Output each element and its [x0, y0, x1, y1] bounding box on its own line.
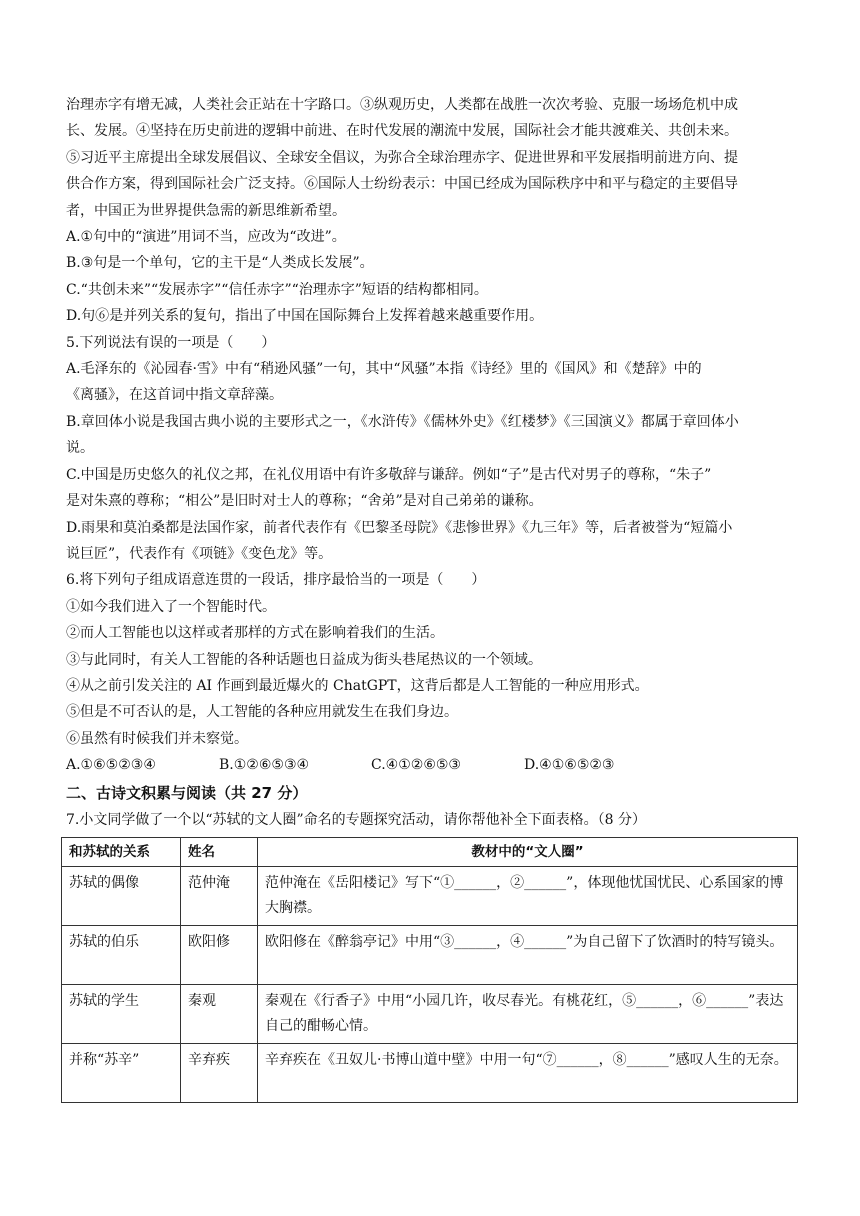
table-row [62, 925, 798, 984]
section-title: 二、古诗文积累与阅读（共 27 分） [66, 783, 308, 802]
answer-options [66, 752, 796, 778]
cell-name: 范仲淹 [181, 866, 258, 925]
cell-content[interactable]: 欧阳修在《醉翁亭记》中用“③______，④______”为自己留下了饮酒时的特写镜头。 [258, 925, 798, 984]
table-row [62, 1043, 798, 1102]
passage-line: 者，中国正为世界提供急需的新思维新希望。 [66, 202, 346, 219]
passage [66, 92, 796, 224]
passage-line: 长、发展。④坚持在历史前进的逻辑中前进、在时代发展的潮流中发展，国际社会才能共渡难关、共创未来。 [66, 123, 738, 140]
header-relation: 和苏轼的关系 [62, 837, 181, 866]
option-b-line1: B.章回体小说是我国古典小说的主要形式之一，《水浒传》《儒林外史》《红楼梦》《三国演义》都属于章回体小 [66, 413, 739, 430]
option-d: D.④①⑥⑤②③ [524, 757, 615, 774]
table-header-row [62, 837, 798, 866]
header-name: 姓名 [181, 837, 258, 866]
option-b-line2: 说。 [66, 440, 94, 457]
option-a: A.①⑥⑤②③④ [66, 757, 156, 774]
option-a-line1: A.毛泽东的《沁园春·雪》中有“稍逊风骚”一句，其中“风骚”本指《诗经》里的《国风》和《楚辞》中的 [66, 361, 702, 378]
passage-line: ⑤习近平主席提出全球发展倡议、全球安全倡议，为弥合全球治理赤字、促进世界和平发展指明前进方向、提 [66, 149, 738, 166]
option-c-line2: 是对朱熹的尊称；“相公”是旧时对士人的尊称；“舍弟”是对自己弟弟的谦称。 [66, 493, 543, 510]
literati-table [61, 837, 798, 1103]
cell-content[interactable]: 辛弃疾在《丑奴儿·书博山道中壁》中用一句“⑦______，⑧______”感叹人生的无奈。 [258, 1043, 798, 1102]
cell-relation: 苏轼的学生 [62, 984, 181, 1043]
option-b: B.①②⑥⑤③④ [219, 757, 310, 774]
cell-relation: 并称“苏辛” [62, 1043, 181, 1102]
sentence-5: ⑤但是不可否认的是，人工智能的各种应用就发生在我们身边。 [66, 704, 458, 721]
option-c: C.“共创未来”“发展赤字”“信任赤字”“治理赤字”短语的结构都相同。 [66, 281, 488, 298]
question-4-options [66, 224, 796, 330]
question-7 [66, 807, 796, 1103]
sentence-6: ⑥虽然有时候我们并未察觉。 [66, 730, 248, 747]
cell-name: 秦观 [181, 984, 258, 1043]
cell-name: 辛弃疾 [181, 1043, 258, 1102]
option-c-line1: C.中国是历史悠久的礼仪之邦，在礼仪用语中有许多敬辞与谦辞。例如“子”是古代对男子的尊称，“朱子” [66, 466, 712, 483]
option-b: B.③句是一个单句，它的主干是“人类成长发展”。 [66, 255, 374, 272]
cell-relation: 苏轼的伯乐 [62, 925, 181, 984]
sentence-4: ④从之前引发关注的 AI 作画到最近爆火的 ChatGPT，这背后都是人工智能的一种应用形式。 [66, 677, 649, 694]
passage-line: 供合作方案，得到国际社会广泛支持。⑥国际人士纷纷表示：中国已经成为国际秩序中和平与稳定的主要倡导 [66, 176, 738, 193]
cell-name: 欧阳修 [181, 925, 258, 984]
question-5 [66, 330, 796, 568]
sentence-1: ①如今我们进入了一个智能时代。 [66, 598, 276, 615]
option-c: C.④①②⑥⑤③ [371, 757, 461, 774]
question-6 [66, 567, 796, 778]
header-content: 教材中的“文人圈” [258, 837, 798, 866]
exam-page [66, 92, 796, 1103]
question-stem: 5.下列说法有误的一项是（ ） [66, 334, 276, 351]
question-stem: 7.小文同学做了一个以“苏轼的文人圈”命名的专题探究活动，请你帮他补全下面表格。（8 分） [66, 811, 647, 828]
table-row [62, 984, 798, 1043]
sentence-3: ③与此同时，有关人工智能的各种话题也日益成为街头巷尾热议的一个领域。 [66, 651, 542, 668]
option-d-line1: D.雨果和莫泊桑都是法国作家，前者代表作有《巴黎圣母院》《悲惨世界》《九三年》等，后者被誉为“短篇小 [66, 519, 733, 536]
table-row [62, 866, 798, 925]
option-d-line2: 说巨匠”，代表作有《项链》《变色龙》等。 [66, 545, 333, 562]
passage-line: 治理赤字有增无减，人类社会正站在十字路口。③纵观历史，人类都在战胜一次次考验、克服一场场危机中成 [66, 97, 738, 113]
cell-content[interactable]: 范仲淹在《岳阳楼记》写下“①______，②______”，体现他忧国忧民、心系国家的博大胸襟。 [258, 866, 798, 925]
cell-relation: 苏轼的偶像 [62, 866, 181, 925]
option-a-line2: 《离骚》，在这首词中指文章辞藻。 [66, 387, 283, 404]
cell-content[interactable]: 秦观在《行香子》中用“小园几许，收尽春光。有桃花红，⑤______，⑥______”表达自己的酣畅心情。 [258, 984, 798, 1043]
option-a: A.①句中的“演进”用词不当，应改为“改进”。 [66, 229, 346, 246]
sentence-2: ②而人工智能也以这样或者那样的方式在影响着我们的生活。 [66, 625, 444, 642]
option-d: D.句⑥是并列关系的复句，指出了中国在国际舞台上发挥着越来越重要作用。 [66, 308, 544, 325]
question-stem: 6.将下列句子组成语意连贯的一段话，排序最恰当的一项是（ ） [66, 572, 486, 589]
